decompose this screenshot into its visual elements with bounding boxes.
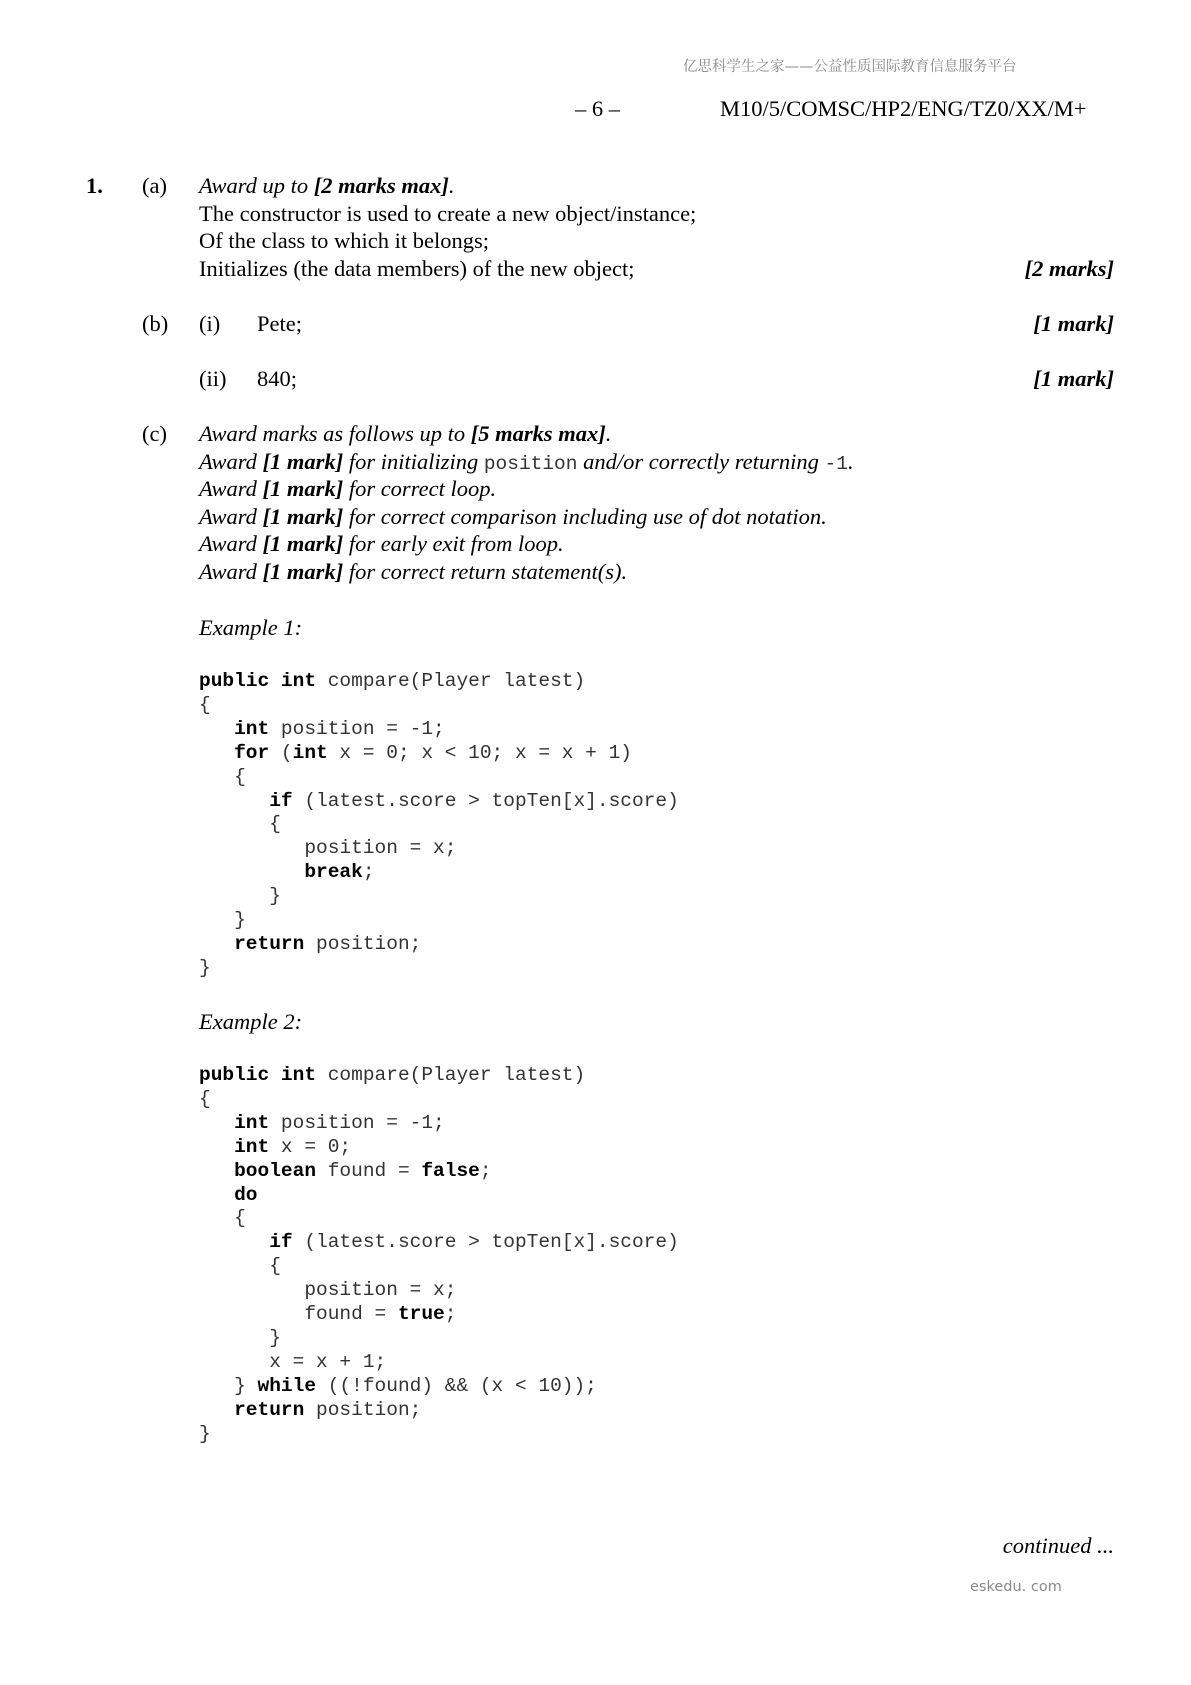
part-b-ii-label: (ii) <box>199 366 227 391</box>
question-number: 1. <box>86 173 103 198</box>
part-b-ii-marks: [1 mark] <box>1033 366 1114 391</box>
part-c-criterion-2: Award [1 mark] for correct loop. <box>199 476 497 501</box>
paper-code: M10/5/COMSC/HP2/ENG/TZ0/XX/M+ <box>720 96 1087 121</box>
example-1-title: Example 1: <box>199 615 303 640</box>
part-b-i-answer: Pete; <box>257 311 302 336</box>
part-c-intro: Award marks as follows up to [5 marks max]. <box>199 421 612 446</box>
example-1-code: public int compare(Player latest) { int position = -1; for (int x = 0; x < 10; x = x + 1) { if (latest.score > topTen[x].score) { position = x; break; } } return position; } <box>199 670 679 979</box>
part-c-criterion-5: Award [1 mark] for correct return statement(s). <box>199 559 628 584</box>
part-b-label: (b) <box>142 311 169 336</box>
part-b-i-label: (i) <box>199 311 221 336</box>
part-a-line-1: The constructor is used to create a new object/instance; <box>199 201 697 226</box>
page-number: – 6 – <box>575 96 620 121</box>
part-b-ii-answer: 840; <box>257 366 298 391</box>
part-a-marks: [2 marks] <box>1024 256 1114 281</box>
part-a-award-note: Award up to [2 marks max]. <box>199 173 455 198</box>
continued-note: continued ... <box>1002 1533 1114 1558</box>
watermark-bottom: eskedu. com <box>970 1579 1062 1595</box>
part-c-criterion-3: Award [1 mark] for correct comparison including use of dot notation. <box>199 504 827 529</box>
part-c-criterion-4: Award [1 mark] for early exit from loop. <box>199 531 564 556</box>
part-a-label: (a) <box>142 173 167 198</box>
part-a-line-2: Of the class to which it belongs; <box>199 228 489 253</box>
part-a-line-3: Initializes (the data members) of the new object; <box>199 256 635 281</box>
watermark-top: 亿思科学生之家——公益性质国际教育信息服务平台 <box>683 59 1017 75</box>
part-c-criterion-1: Award [1 mark] for initializing position and/or correctly returning -1. <box>199 449 854 475</box>
part-b-i-marks: [1 mark] <box>1033 311 1114 336</box>
example-2-code: public int compare(Player latest) { int position = -1; int x = 0; boolean found = false; do { if (latest.score > topTen[x].score) { position = x; found = true; } x = x + 1; } while ((!found) && (x < 10)); return position; } <box>199 1064 679 1445</box>
part-c-label: (c) <box>142 421 167 446</box>
example-2-title: Example 2: <box>199 1009 303 1034</box>
